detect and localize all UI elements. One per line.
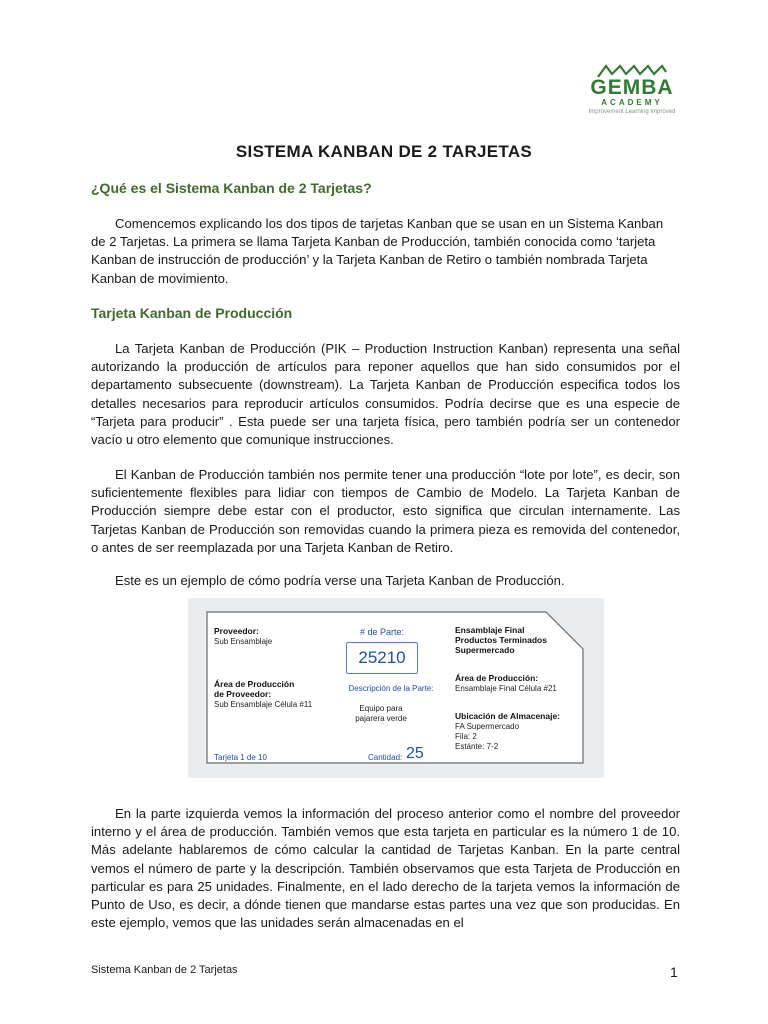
cantidad-label: Cantidad:	[368, 753, 403, 762]
paragraph-lot	[91, 466, 680, 557]
descripcion-label: Descripción de la Parte:	[348, 684, 434, 693]
proveedor-value: Sub Ensamblaje	[214, 637, 273, 646]
cantidad-value: 25	[406, 745, 424, 762]
destino-1: Ensamblaje Final	[455, 625, 525, 635]
destino-2: Productos Terminados	[455, 635, 547, 645]
tarjeta-count: Tarjeta 1 de 10	[214, 753, 267, 762]
destino-3: Supermercado	[455, 645, 515, 655]
section-heading-production-card: Tarjeta Kanban de Producción	[91, 305, 293, 321]
area-proveedor-label-1: Área de Producción	[214, 679, 295, 689]
paragraph-lot-text: El Kanban de Producción también nos permite tener una producción “lote por lote”, es decir, son suficientemente flexibles para lidiar con tiempos de Cambio de Modelo. La Tarjeta Kanban de Producción siempre debe estar con el productor, esto significa que circulan internamente. Las Tarjetas Kanban de Producción son removidas cuando la primera pieza es removida del contenedor, o antes de ser reemplazada por una Tarjeta Kanban de Retiro.	[91, 467, 680, 555]
kanban-card	[206, 611, 584, 764]
footer-title: Sistema Kanban de 2 Tarjetas	[91, 964, 238, 976]
gemba-academy-logo	[584, 64, 680, 117]
parte-label: # de Parte:	[359, 627, 405, 637]
logo-name: GEMBA	[590, 76, 674, 99]
page-number: 1	[670, 964, 678, 980]
ubicacion-value-1: FA Supermercado	[455, 722, 520, 731]
paragraph-example	[91, 572, 680, 590]
ubicacion-label: Ubicación de Almacenaje:	[455, 711, 561, 721]
paragraph-explanation	[91, 805, 680, 932]
kanban-card-figure	[188, 598, 604, 778]
ubicacion-value-3: Estánte: 7-2	[455, 742, 499, 751]
proveedor-label: Proveedor:	[214, 626, 259, 636]
paragraph-intro-text: Comencemos explicando los dos tipos de tarjetas Kanban que se usan en un Sistema Kanban de 2 Tarjetas. La primera se llama Tarjeta Kanban de Producción, también conocida como ‘tarjeta Kanban de instrucción de producción’ y la Tarjeta Kanban de Retiro o también nombrada Tarjeta Kanban de movimiento.	[91, 216, 664, 286]
logo-tagline: Improvement Learning Improved	[588, 109, 676, 115]
descripcion-value-1: Equipo para	[359, 704, 403, 713]
paragraph-intro	[91, 215, 680, 288]
area-proveedor-label-2: de Proveedor:	[214, 689, 272, 699]
area-produccion-value: Ensamblaje Final Célula #21	[455, 684, 557, 693]
paragraph-example-text: Este es un ejemplo de cómo podría verse una Tarjeta Kanban de Producción.	[115, 573, 565, 588]
section-heading-what-is: ¿Qué es el Sistema Kanban de 2 Tarjetas?	[91, 180, 372, 196]
logo-sub: ACADEMY	[601, 98, 663, 107]
parte-value: 25210	[346, 642, 418, 674]
page-title: SISTEMA KANBAN DE 2 TARJETAS	[235, 142, 533, 161]
ubicacion-value-2: Fila: 2	[455, 732, 477, 741]
area-proveedor-value: Sub Ensamblaje Célula #11	[214, 700, 313, 709]
paragraph-explanation-text: En la parte izquierda vemos la información del proceso anterior como el nombre del proveedor interno y el área de producción. También vemos que esta tarjeta en particular es la número 1 de 10. Más adelante hablaremos de cómo calcular la cantidad de Tarjetas Kanban. En la parte central vemos el número de parte y la descripción. También observamos que esta Tarjeta de Producción en particular es para 25 unidades. Finalmente, en el lado derecho de la tarjeta vemos la información de Punto de Uso, es decir, a dónde tienen que mandarse estas partes una vez que son producidas. En este ejemplo, vemos que las unidades serán almacenadas en el	[91, 806, 680, 931]
descripcion-value-2: pajarera verde	[355, 714, 407, 723]
paragraph-pik	[91, 340, 680, 449]
paragraph-pik-text: La Tarjeta Kanban de Producción (PIK – Production Instruction Kanban) representa una señal autorizando la producción de artículos para reponer aquellos que han sido consumidos por el departamento subsecuente (downstream). La Tarjeta Kanban de Producción especifica todos los detalles necesarios para reproducir artículos consumidos. Podría decirse que es una especie de “Tarjeta para producir” . Esta puede ser una tarjeta física, pero también podría ser un contenedor vacío u otro elemento que comunique instrucciones.	[91, 341, 680, 448]
area-produccion-label: Área de Producción:	[455, 673, 539, 683]
